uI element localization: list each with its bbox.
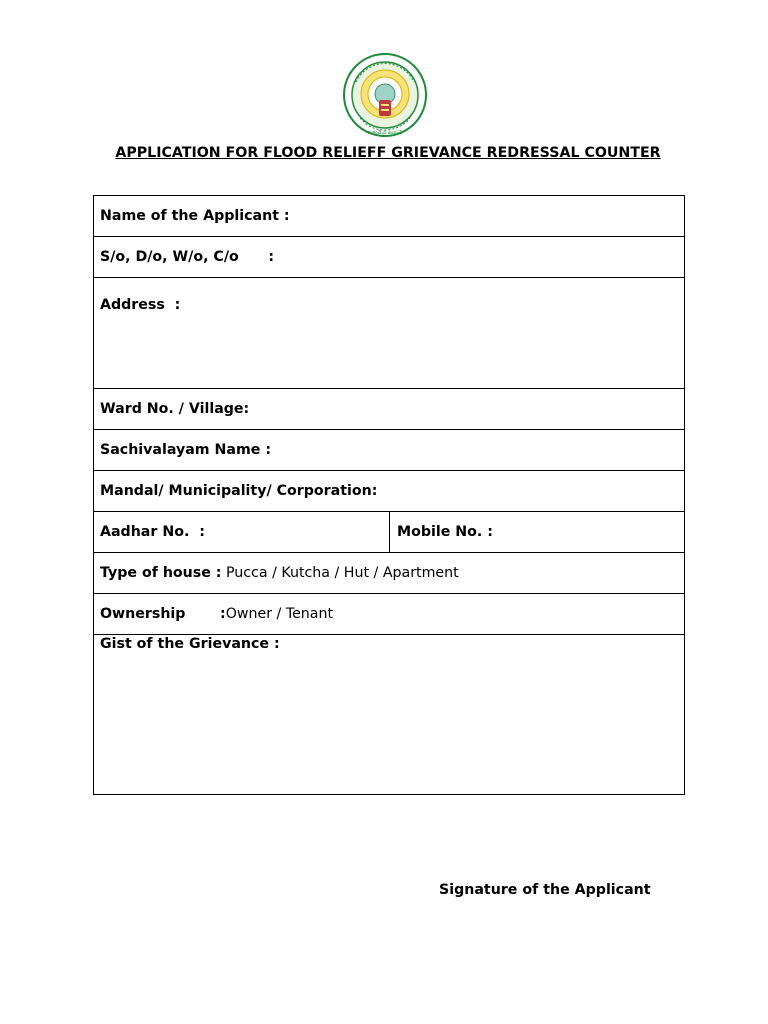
house-type-row[interactable] [94,553,684,594]
form-title: APPLICATION FOR FLOOD RELIEFF GRIEVANCE REDRESSAL COUNTER [115,145,661,161]
application-form [93,195,685,795]
name-field-row[interactable] [94,196,684,237]
ward-field-row[interactable] [94,389,684,430]
column-divider [389,512,390,552]
ownership-label: Ownership :Owner / Tenant [100,606,334,622]
aadhar-mobile-row [94,512,684,553]
relation-field-row[interactable] [94,237,684,278]
address-label: Address : [100,297,181,313]
state-emblem-icon [342,52,428,138]
mandal-field-row[interactable] [94,471,684,512]
house-type-options: Pucca / Kutcha / Hut / Apartment [221,565,459,581]
address-field-row[interactable] [94,278,684,389]
relation-label: S/o, D/o, W/o, C/o : [100,249,275,265]
emblem-motto: సత్యమేవ జయతే [367,130,403,136]
ward-label: Ward No. / Village: [100,401,250,417]
gist-label: Gist of the Grievance : [100,636,280,652]
signature-label: Signature of the Applicant [439,882,651,898]
mandal-label: Mandal/ Municipality/ Corporation: [100,483,378,499]
sachivalayam-label: Sachivalayam Name : [100,442,271,458]
sachivalayam-field-row[interactable] [94,430,684,471]
aadhar-label: Aadhar No. : [100,524,205,540]
house-type-label: Type of house : Pucca / Kutcha / Hut / Apartment [100,565,459,581]
gist-field-row[interactable] [94,635,684,794]
ownership-options: Owner / Tenant [225,606,334,622]
mobile-label: Mobile No. : [397,524,493,540]
name-label: Name of the Applicant : [100,208,290,224]
ownership-row[interactable] [94,594,684,635]
